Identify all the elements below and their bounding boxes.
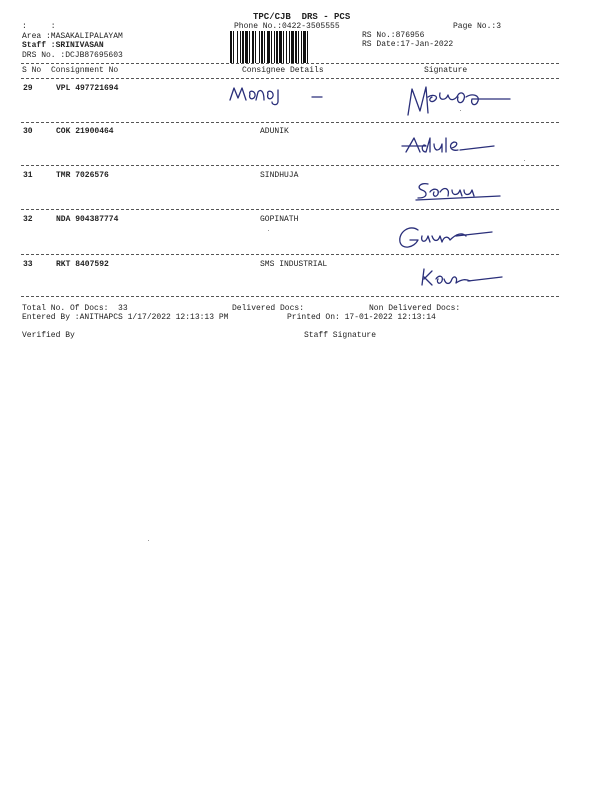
col-header-consignment: Consignment No <box>51 66 119 75</box>
row-divider <box>21 165 559 166</box>
printed-on: Printed On: 17-01-2022 12:13:14 <box>287 313 436 322</box>
rs-date: RS Date:17-Jan-2022 <box>362 40 454 49</box>
row-consignment-no: TMR 7026576 <box>56 171 109 180</box>
row-s-no: 33 <box>23 260 33 269</box>
staff-signature: Staff Signature <box>304 331 377 340</box>
barcode-bar <box>283 31 284 63</box>
colon-marks: : : <box>22 22 56 31</box>
document-title: TPC/CJB DRS - PCS <box>253 12 351 22</box>
row-consignee: GOPINATH <box>260 215 299 224</box>
barcode-bar <box>295 31 297 63</box>
barcode-bar <box>301 31 302 63</box>
barcode-bar <box>303 31 306 63</box>
total-docs: Total No. Of Docs: 33 <box>22 304 128 313</box>
non-delivered-docs: Non Delivered Docs: <box>369 304 461 313</box>
barcode-bar <box>230 31 232 63</box>
barcode-bar <box>298 31 299 63</box>
barcode-bar <box>245 31 248 63</box>
row-consignment-no: VPL 497721694 <box>56 84 119 93</box>
drs-number: DRS No. :DCJB87695603 <box>22 51 123 60</box>
scan-speck <box>268 230 269 231</box>
handwritten-consignee-name <box>226 80 336 110</box>
row-divider <box>21 254 559 255</box>
row-divider <box>21 209 559 210</box>
row-consignee: SMS INDUSTRIAL <box>260 260 328 269</box>
scan-speck <box>460 110 461 111</box>
barcode-bar <box>274 31 275 63</box>
barcode-bar <box>261 31 263 63</box>
row-s-no: 29 <box>23 84 33 93</box>
row-consignee: ADUNIK <box>260 127 289 136</box>
table-bottom-divider <box>21 296 559 297</box>
header-divider <box>21 63 559 64</box>
barcode <box>230 31 350 63</box>
barcode-bar <box>286 31 287 63</box>
staff-field: Staff :SRINIVASAN <box>22 41 104 50</box>
delivered-docs: Delivered Docs: <box>232 304 305 313</box>
barcode-bar <box>307 31 308 63</box>
barcode-bar <box>249 31 250 63</box>
row-consignment-no: RKT 8407592 <box>56 260 109 269</box>
row-s-no: 32 <box>23 215 33 224</box>
col-header-s-no: S No <box>22 66 42 75</box>
row-s-no: 30 <box>23 127 33 136</box>
barcode-bar <box>252 31 254 63</box>
row-s-no: 31 <box>23 171 33 180</box>
barcode-bar <box>267 31 270 63</box>
row-consignee: SINDHUJA <box>260 171 299 180</box>
barcode-bar <box>259 31 260 63</box>
barcode-bar <box>255 31 256 63</box>
barcode-bar <box>276 31 278 63</box>
scan-speck <box>452 148 453 149</box>
row-signature <box>400 83 520 119</box>
barcode-bar <box>240 31 241 63</box>
phone-number: Phone No.:0422-3505555 <box>234 22 340 31</box>
barcode-bar <box>289 31 290 63</box>
row-signature <box>410 178 510 206</box>
row-consignment-no: COK 21900464 <box>56 127 114 136</box>
barcode-bar <box>291 31 294 63</box>
barcode-bar <box>264 31 265 63</box>
barcode-bar <box>271 31 272 63</box>
area-field: Area :MASAKALIPALAYAM <box>22 32 123 41</box>
verified-by: Verified By <box>22 331 75 340</box>
row-consignment-no: NDA 904387774 <box>56 215 119 224</box>
barcode-bar <box>242 31 244 63</box>
rs-number: RS No.:876956 <box>362 31 425 40</box>
column-header-divider <box>21 78 559 79</box>
col-header-consignee: Consignee Details <box>242 66 324 75</box>
row-signature <box>416 265 506 291</box>
scan-speck <box>524 160 525 161</box>
scan-speck <box>148 540 149 541</box>
row-divider <box>21 122 559 123</box>
barcode-bar <box>279 31 282 63</box>
col-header-signature: Signature <box>424 66 468 75</box>
row-signature <box>396 222 496 252</box>
barcode-bar <box>233 31 234 63</box>
entered-by: Entered By :ANITHAPCS 1/17/2022 12:13:13 PM <box>22 313 229 322</box>
barcode-bar <box>237 31 238 63</box>
row-signature <box>400 132 500 158</box>
page-number: Page No.:3 <box>453 22 502 31</box>
